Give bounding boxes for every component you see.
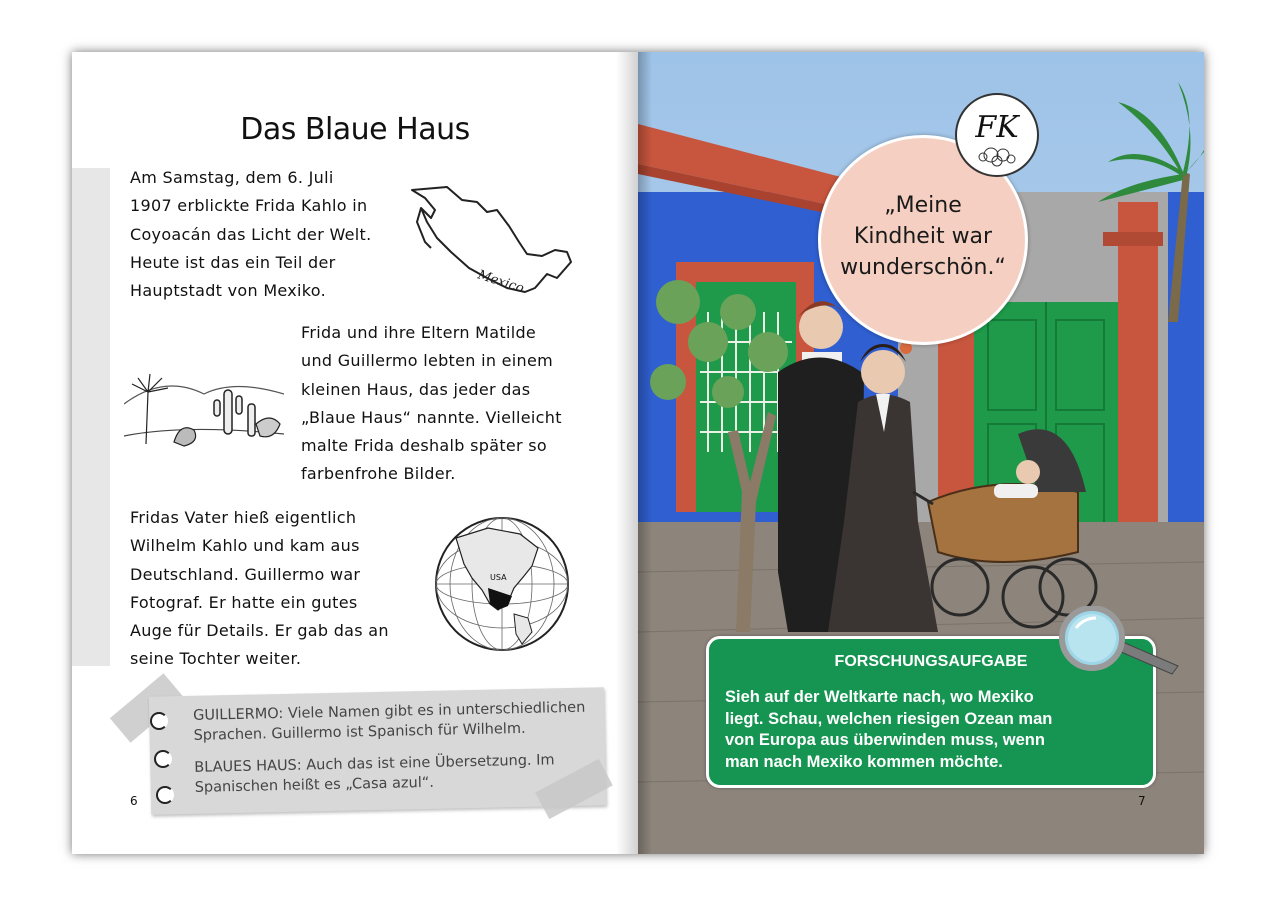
globe-icon xyxy=(428,514,578,654)
left-page xyxy=(72,52,638,854)
binder-ring-3 xyxy=(156,786,174,804)
paragraph-blue-house: Frida und ihre Eltern Matilde und Guillermo lebten in einem kleinen Haus, das jeder das „Blaue Haus“ nannte. Vielleicht malte Frida deshalb später so farbenfrohe Bilder. xyxy=(301,323,562,484)
paragraph-birth: Am Samstag, dem 6. Juli 1907 erblickte Frida Kahlo in Coyoacán das Licht der Welt. Heute ist das ein Teil der Hauptstadt von Mexiko. xyxy=(130,168,372,301)
logo-initials: FK xyxy=(975,110,1019,145)
cactus-landscape-icon xyxy=(124,364,284,454)
task-body: Sieh auf der Weltkarte nach, wo Mexiko liegt. Schau, welchen riesigen Ozean man von Europa aus überwinden muss, wenn man nach Mexiko kommen möchte. xyxy=(725,688,1053,771)
page-number-right: 7 xyxy=(1138,794,1146,808)
spine-shadow xyxy=(638,52,652,854)
map-label: Mexico xyxy=(475,267,526,297)
page-title: Das Blaue Haus xyxy=(240,112,470,147)
note-guillermo: GUILLERMO: Viele Namen gibt es in unterschiedlichen Sprachen. Guillermo ist Spanisch für Wilhelm. xyxy=(193,699,586,744)
frida-logo xyxy=(955,93,1039,177)
mexico-map-icon xyxy=(407,182,577,302)
binder-ring-2 xyxy=(154,750,172,768)
paragraph-father: Fridas Vater hieß eigentlich Wilhelm Kahlo und kam aus Deutschland. Guillermo war Fotograf. Er hatte ein gutes Auge für Details. Er gab das an seine Tochter weiter. xyxy=(130,508,389,669)
page-gutter xyxy=(616,52,638,854)
margin-bar xyxy=(72,168,110,666)
binder-ring-1 xyxy=(150,712,168,730)
globe-label: USA xyxy=(490,573,507,582)
task-title: FORSCHUNGSAUFGABE xyxy=(834,653,1028,670)
note-blaues-haus: BLAUES HAUS: Auch das ist eine Übersetzung. Im Spanischen heißt es „Casa azul“. xyxy=(194,752,555,796)
quote-text: „Meine Kindheit war wunderschön.“ xyxy=(840,193,1006,280)
flower-icon xyxy=(957,95,1037,175)
page-number-left: 6 xyxy=(130,794,138,808)
magnifier-icon xyxy=(1052,606,1182,684)
